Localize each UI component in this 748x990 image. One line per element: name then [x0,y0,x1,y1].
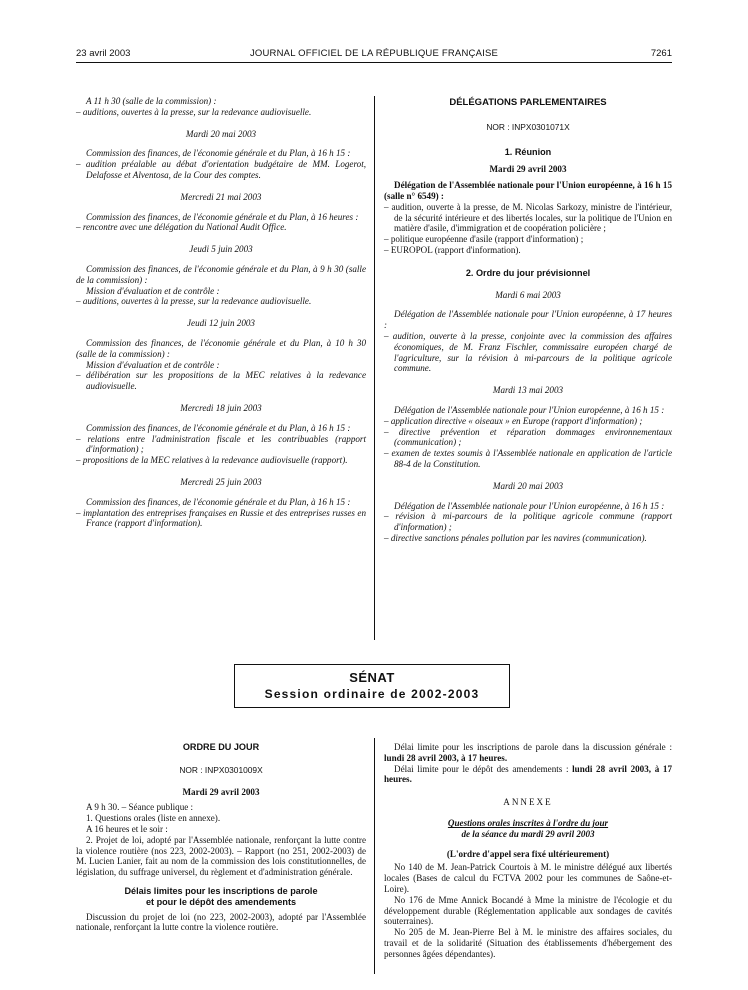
column-divider-top [374,96,375,640]
senat-title: SÉNAT [349,670,395,685]
meeting-line: Délégation de l'Assemblée nationale pour l'Union européenne, à 16 h 15 : [394,404,665,415]
session-date: Mercredi 18 juin 2003 [180,402,262,413]
intro-time: A 11 h 30 (salle de la commission) : [86,96,217,106]
header-journal-title: JOURNAL OFFICIEL DE LA RÉPUBLIQUE FRANÇAISE [249,48,499,59]
agenda-date: Mardi 29 avril 2003 [182,786,260,797]
column-divider-bottom [374,738,375,974]
meeting-item: – politique européenne d'asile (rapport d'information) ; [384,234,584,245]
meeting-date: Mardi 20 mai 2003 [492,480,564,491]
intro-item: – auditions, ouvertes à la presse, sur la redevance audiovisuelle. [76,106,312,117]
left-bottom-column [76,742,366,933]
nor-reference: NOR : INPX0301071X [486,121,570,132]
annexe-subtitle: Questions orales inscrites à l'ordre du jour [447,817,609,828]
right-top-column [384,98,672,544]
appel-note: (L'ordre d'appel sera fixé ultérieurement) [446,848,610,859]
agenda-line: A 16 heures et le soir : [86,823,168,834]
subsection-title: 2. Ordre du jour prévisionnel [465,267,591,278]
session-line: Mission d'évaluation et de contrôle : [86,285,220,296]
deadline-line: Délai limite pour le dépôt des amendements : lundi 28 avril 2003, à 17 heures. [384,763,672,785]
session-line: Commission des finances, de l'économie générale et du Plan, à 16 heures : [86,211,359,222]
session-line: Mission d'évaluation et de contrôle : [86,359,220,370]
left-top-column [76,96,366,529]
oral-question: No 205 de M. Jean-Pierre Bel à M. le ministre des affaires sociales, du travail et de la solidarité (Situation des établissements d'hébergement des personnes âgées dépendantes). [384,927,672,959]
session-item: – relations entre l'administration fiscale et les contribuables (rapport d'information) ; [76,433,366,455]
oral-question: No 176 de Mme Annick Bocandé à Mme la ministre de l'écologie et du développement durable (Réglementation applicable aux sondages de cavités souterraines). [384,894,672,927]
session-date: Jeudi 5 juin 2003 [189,244,253,255]
annexe-title: ANNEXE [503,797,553,808]
section-title: DÉLÉGATIONS PARLEMENTAIRES [449,97,607,108]
meeting-line: Délégation de l'Assemblée nationale pour l'Union européenne, à 16 h 15 : [394,500,665,511]
session-item: – auditions, ouvertes à la presse, sur la redevance audiovisuelle. [76,296,312,307]
deadlines-heading: Délais limites pour les inscriptions de parole [124,885,318,896]
right-bottom-column [384,742,672,960]
session-date: Mercredi 25 juin 2003 [180,476,262,487]
meeting-item: – EUROPOL (rapport d'information). [384,244,521,255]
senat-session: Session ordinaire de 2002-2003 [264,687,480,701]
meeting-item: – révision à mi-parcours de la politique agricole commune (rapport d'information) ; [384,511,672,533]
senat-heading-box [234,664,510,708]
session-line: Commission des finances, de l'économie générale et du Plan, à 16 h 15 : [86,496,351,507]
session-line: Commission des finances, de l'économie générale et du Plan, à 16 h 15 : [86,148,351,159]
agenda-line: 1. Questions orales (liste en annexe). [86,813,221,824]
meeting-item: – application directive « oiseaux » en Europe (rapport d'information) ; [384,415,643,426]
deadlines-heading: et pour le dépôt des amendements [145,896,297,907]
meeting-item: – audition, ouverte à la presse, conjointe avec la commission des affaires économiques, de M. Franz Fischler, commissaire européen chargé de l'agriculture, sur la révision à mi-parcours de la politique agricole commune. [384,330,672,374]
session-item: – propositions de la MEC relatives à la redevance audiovisuelle (rapport). [76,455,348,466]
deadline-line: Délai limite pour les inscriptions de parole dans la discussion générale : lundi 28 avril 2003, à 17 heures. [384,742,672,763]
meeting-date: Mardi 29 avril 2003 [489,164,567,175]
agenda-line: A 9 h 30. – Séance publique : [86,802,194,813]
oral-question: No 140 de M. Jean-Patrick Courtois à M. le ministre délégué aux libertés locales (Bases de calcul du FCTVA 2002 pour les communes de Saône-et-Loire). [384,862,672,894]
meeting-item: – directive sanctions pénales pollution par les navires (communication). [384,532,647,543]
meeting-line: Délégation de l'Assemblée nationale pour l'Union européenne, à 17 heures : [384,309,672,331]
session-date: Jeudi 12 juin 2003 [187,318,255,329]
annexe-subtitle: de la séance du mardi 29 avril 2003 [461,828,595,839]
session-item: – rencontre avec une délégation du National Audit Office. [76,222,287,233]
agenda-line: 2. Projet de loi, adopté par l'Assemblée nationale, renforçant la lutte contre la violence routière (nos 223, 2002-2003). – Rapport (no 251, 2002-2003) de M. Lucien Lanier, fait au nom de la commission des lois constitutionnelles, de législation, du suffrage universel, du règlement et d'administration générale. [76,834,366,878]
agenda-title: ORDRE DU JOUR [182,742,260,752]
header-date: 23 avril 2003 [76,48,131,59]
subsection-title: 1. Réunion [504,146,552,157]
session-date: Mercredi 21 mai 2003 [180,191,262,202]
agenda-line: Discussion du projet de loi (no 223, 2002-2003), adopté par l'Assemblée nationale, renforçant la lutte contre la violence routière. [76,911,366,933]
header-rule [76,62,672,63]
session-item: – implantation des entreprises françaises en Russie et des entreprises russes en France (rapport d'information). [76,507,366,529]
meeting-item: – audition, ouverte à la presse, de M. Nicolas Sarkozy, ministre de l'intérieur, de la sécurité intérieure et des libertés locales, sur la politique de l'Union en matière d'asile, d'immigration et de coopération policière ; [384,201,672,234]
session-item: – audition préalable au débat d'orientation budgétaire de MM. Logerot, Delafosse et Alventosa, de la Cour des comptes. [76,159,366,180]
meeting-item: – examen de textes soumis à l'Assemblée nationale en application de l'article 88-4 de la Constitution. [384,448,672,469]
meeting-date: Mardi 6 mai 2003 [495,289,561,300]
session-line: Commission des finances, de l'économie générale et du Plan, à 16 h 15 : [86,422,351,433]
header-page-number: 7261 [650,48,672,59]
meeting-line: Délégation de l'Assemblée nationale pour l'Union européenne, à 16 h 15 (salle n° 6549) : [384,180,672,201]
session-item: – délibération sur les propositions de la MEC relatives à la redevance audiovisuelle. [76,370,366,392]
meeting-item: – directive prévention et réparation dommages environnementaux (communication) ; [384,426,672,448]
session-date: Mardi 20 mai 2003 [185,128,257,139]
session-line: Commission des finances, de l'économie générale et du Plan, à 9 h 30 (salle de la commission) : [76,263,366,285]
session-line: Commission des finances, de l'économie générale et du Plan, à 10 h 30 (salle de la commission) : [76,337,366,359]
nor-reference: NOR : INPX0301009X [179,764,263,775]
meeting-date: Mardi 13 mai 2003 [492,385,564,396]
